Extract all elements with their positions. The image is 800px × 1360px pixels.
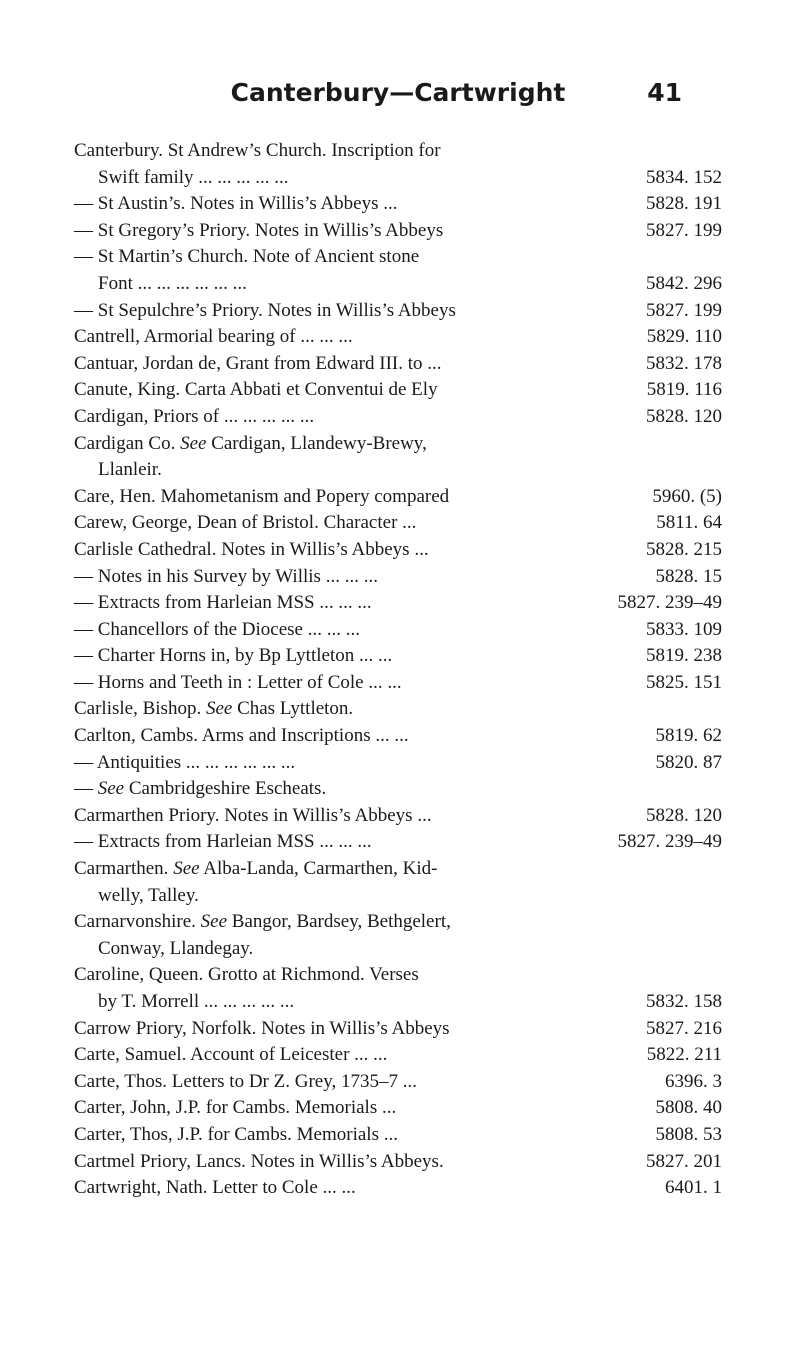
index-entry — [74, 244, 722, 271]
entry-text: Cartmel Priory, Lancs. Notes in Willis’s Abbeys. — [74, 1150, 444, 1172]
entry-reference: 5811. 64 — [656, 512, 722, 534]
entry-reference: 5828. 215 — [646, 538, 722, 560]
index-entry — [74, 617, 722, 644]
entry-reference: 6396. 3 — [665, 1070, 722, 1092]
index-entry — [74, 165, 722, 192]
index-entry — [74, 191, 722, 218]
index-entry — [74, 298, 722, 325]
entry-reference: 5833. 109 — [646, 618, 722, 640]
entry-text: Cartwright, Nath. Letter to Cole ... ... — [74, 1177, 356, 1199]
entry-reference: 5822. 211 — [646, 1044, 722, 1066]
entry-text: Cardigan, Priors of ... ... ... ... ... — [74, 405, 315, 427]
index-entry — [74, 670, 722, 697]
entry-reference: 5832. 178 — [646, 352, 722, 374]
entry-reference: 5827. 199 — [646, 219, 722, 241]
entry-reference: 5819. 62 — [655, 725, 722, 747]
entry-text: — St Sepulchre’s Priory. Notes in Willis’s Abbeys — [74, 299, 456, 321]
entry-reference: 5820. 87 — [655, 751, 722, 773]
entry-text: — Extracts from Harleian MSS ... ... ... — [74, 592, 372, 614]
entry-reference: 5827. 239–49 — [617, 831, 722, 853]
entry-reference: 5827. 199 — [646, 299, 722, 321]
entry-text: — See Cambridgeshire Escheats. — [74, 778, 327, 800]
entry-text: Carte, Samuel. Account of Leicester ... ... — [74, 1044, 388, 1066]
entry-text: Caroline, Queen. Grotto at Richmond. Verses — [74, 964, 419, 986]
entry-text: Canterbury. St Andrew’s Church. Inscription for — [74, 140, 441, 161]
index-entry — [74, 138, 722, 165]
index-entry — [74, 696, 722, 723]
entry-reference: 5960. (5) — [652, 485, 722, 507]
entry-text: — Extracts from Harleian MSS ... ... ... — [74, 831, 372, 853]
index-entry — [74, 218, 722, 245]
running-title: Canterbury—Cartwright — [230, 78, 566, 107]
index-entry — [74, 1095, 722, 1122]
index-entry — [74, 537, 722, 564]
index-entry — [74, 829, 722, 856]
entry-text: — Chancellors of the Diocese ... ... ... — [74, 618, 360, 640]
index-entry — [74, 1016, 722, 1043]
entry-text: Carrow Priory, Norfolk. Notes in Willis’s Abbeys — [74, 1017, 450, 1039]
entry-reference: 5808. 40 — [655, 1097, 722, 1119]
entry-text: Canute, King. Carta Abbati et Conventui de Ely — [74, 379, 438, 401]
entry-text: by T. Morrell ... ... ... ... ... — [98, 991, 295, 1012]
entry-reference: 5829. 110 — [646, 326, 722, 348]
index-entry — [74, 351, 722, 378]
entry-text: — St Gregory’s Priory. Notes in Willis’s Abbeys — [74, 219, 444, 241]
index-entry — [74, 856, 722, 883]
page-header — [0, 78, 800, 118]
entry-text: — Charter Horns in, by Bp Lyttleton ... ... — [74, 645, 393, 667]
entry-text: welly, Talley. — [98, 884, 199, 906]
index-entry — [74, 1175, 722, 1202]
index-entries — [74, 138, 722, 1202]
entry-text: Llanleir. — [98, 459, 162, 481]
entry-reference: 6401. 1 — [665, 1177, 722, 1199]
index-entry — [74, 883, 722, 910]
index-entry — [74, 1042, 722, 1069]
entry-reference: 5819. 116 — [646, 379, 722, 401]
index-entry — [74, 404, 722, 431]
index-entry — [74, 431, 722, 458]
entry-text: Carmarthen. See Alba-Landa, Carmarthen, Kid- — [74, 858, 438, 880]
entry-text: Carmarthen Priory. Notes in Willis’s Abbeys ... — [74, 804, 432, 826]
index-entry — [74, 1122, 722, 1149]
entry-reference: 5834. 152 — [646, 166, 722, 188]
index-entry — [74, 564, 722, 591]
entry-reference: 5828. 120 — [646, 405, 722, 427]
entry-reference: 5819. 238 — [646, 645, 722, 667]
entry-reference: 5827. 201 — [646, 1150, 722, 1172]
entry-text: Cantrell, Armorial bearing of ... ... ... — [74, 326, 353, 348]
entry-text: — Notes in his Survey by Willis ... ... ... — [74, 565, 378, 587]
entry-text: Care, Hen. Mahometanism and Popery compared — [74, 485, 450, 507]
entry-reference: 5828. 120 — [646, 804, 722, 826]
entry-reference: 5827. 239–49 — [617, 592, 722, 614]
index-entry — [74, 1149, 722, 1176]
index-entry — [74, 643, 722, 670]
entry-text: Carte, Thos. Letters to Dr Z. Grey, 1735–7 ... — [74, 1070, 417, 1092]
page-number: 41 — [647, 78, 682, 107]
entry-text: Carter, John, J.P. for Cambs. Memorials ... — [74, 1097, 397, 1119]
index-entry — [74, 457, 722, 484]
entry-text: Carnarvonshire. See Bangor, Bardsey, Bethgelert, — [74, 911, 451, 933]
index-entry — [74, 936, 722, 963]
entry-text: Carlisle, Bishop. See Chas Lyttleton. — [74, 698, 354, 720]
entry-text: — St Austin’s. Notes in Willis’s Abbeys ... — [74, 193, 398, 215]
index-entry — [74, 590, 722, 617]
entry-text: Carew, George, Dean of Bristol. Character ... — [74, 512, 417, 534]
entry-text: Carter, Thos, J.P. for Cambs. Memorials ... — [74, 1123, 398, 1145]
index-entry — [74, 989, 722, 1016]
entry-text: — St Martin’s Church. Note of Ancient stone — [74, 246, 420, 268]
index-entry — [74, 1069, 722, 1096]
entry-reference: 5842. 296 — [646, 272, 722, 294]
index-entry — [74, 803, 722, 830]
entry-text: Carlisle Cathedral. Notes in Willis’s Abbeys ... — [74, 538, 429, 560]
index-entry — [74, 377, 722, 404]
index-entry — [74, 750, 722, 777]
entry-text: — Antiquities ... ... ... ... ... ... — [74, 751, 296, 773]
entry-reference: 5832. 158 — [646, 991, 722, 1012]
entry-reference: 5825. 151 — [646, 671, 722, 693]
entry-reference: 5827. 216 — [646, 1017, 722, 1039]
entry-text: Font ... ... ... ... ... ... — [98, 272, 247, 294]
index-entry — [74, 909, 722, 936]
entry-text: Carlton, Cambs. Arms and Inscriptions ... ... — [74, 725, 409, 747]
index-entry — [74, 484, 722, 511]
index-entry — [74, 324, 722, 351]
index-entry — [74, 510, 722, 537]
entry-reference: 5808. 53 — [655, 1123, 722, 1145]
entry-text: — Horns and Teeth in : Letter of Cole ... ... — [74, 671, 402, 693]
entry-reference: 5828. 191 — [646, 193, 722, 215]
entry-text: Conway, Llandegay. — [98, 937, 254, 959]
entry-text: Cantuar, Jordan de, Grant from Edward III. to ... — [74, 352, 442, 374]
entry-text: Cardigan Co. See Cardigan, Llandewy-Brewy, — [74, 432, 427, 454]
entry-text: Swift family ... ... ... ... ... — [98, 166, 289, 188]
index-entry — [74, 723, 722, 750]
index-entry — [74, 962, 722, 989]
entry-reference: 5828. 15 — [655, 565, 722, 587]
index-entry — [74, 776, 722, 803]
index-entry — [74, 271, 722, 298]
